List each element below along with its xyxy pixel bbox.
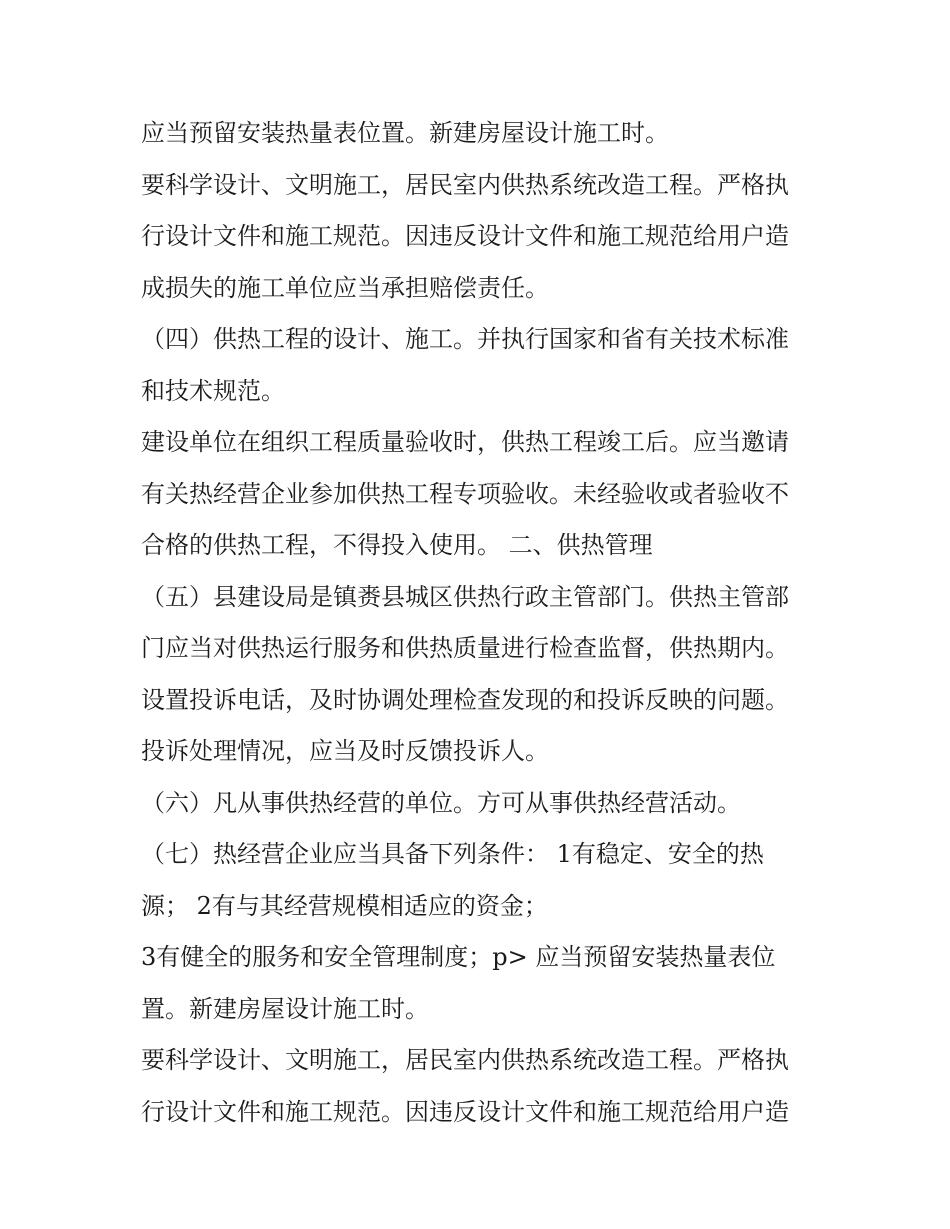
text-line: （四）供热工程的设计、施工。并执行国家和省有关技术标准 xyxy=(141,325,789,353)
text-line: （七）热经营企业应当具备下列条件： 1有稳定、安全的热 xyxy=(141,840,764,868)
text-line: 置。新建房屋设计施工时。 xyxy=(141,994,429,1023)
text-line: 行设计文件和施工规范。因违反设计文件和施工规范给用户造 xyxy=(141,222,789,250)
document-body xyxy=(141,108,821,1138)
text-line: 设置投诉电话，及时协调处理检查发现的和投诉反映的问题。 xyxy=(141,685,789,714)
text-line: 合格的供热工程，不得投入使用。 二、供热管理 xyxy=(141,531,653,559)
text-line: 投诉处理情况，应当及时反馈投诉人。 xyxy=(141,737,549,765)
text-line: 有关热经营企业参加供热工程专项验收。未经验收或者验收不 xyxy=(141,479,789,508)
text-line: 和技术规范。 xyxy=(141,376,285,405)
text-line: 建设单位在组织工程质量验收时，供热工程竣工后。应当邀请 xyxy=(141,428,789,456)
text-line: 成损失的施工单位应当承担赔偿责任。 xyxy=(141,273,549,302)
text-line: （六）凡从事供热经营的单位。方可从事供热经营活动。 xyxy=(141,788,741,817)
text-line: （五）县建设局是镇赉县城区供热行政主管部门。供热主管部 xyxy=(141,582,789,611)
text-line: 要科学设计、文明施工，居民室内供热系统改造工程。严格执 xyxy=(141,170,789,199)
text-line: 门应当对供热运行服务和供热质量进行检查监督，供热期内。 xyxy=(141,634,789,662)
text-line: 行设计文件和施工规范。因违反设计文件和施工规范给用户造 xyxy=(141,1097,789,1126)
text-line: 要科学设计、文明施工，居民室内供热系统改造工程。严格执 xyxy=(141,1046,789,1074)
text-line: 3有健全的服务和安全管理制度；p> 应当预留安装热量表位 xyxy=(141,943,776,971)
text-line: 应当预留安装热量表位置。新建房屋设计施工时。 xyxy=(141,119,669,147)
text-line: 源； 2有与其经营规模相适应的资金； xyxy=(141,891,548,920)
